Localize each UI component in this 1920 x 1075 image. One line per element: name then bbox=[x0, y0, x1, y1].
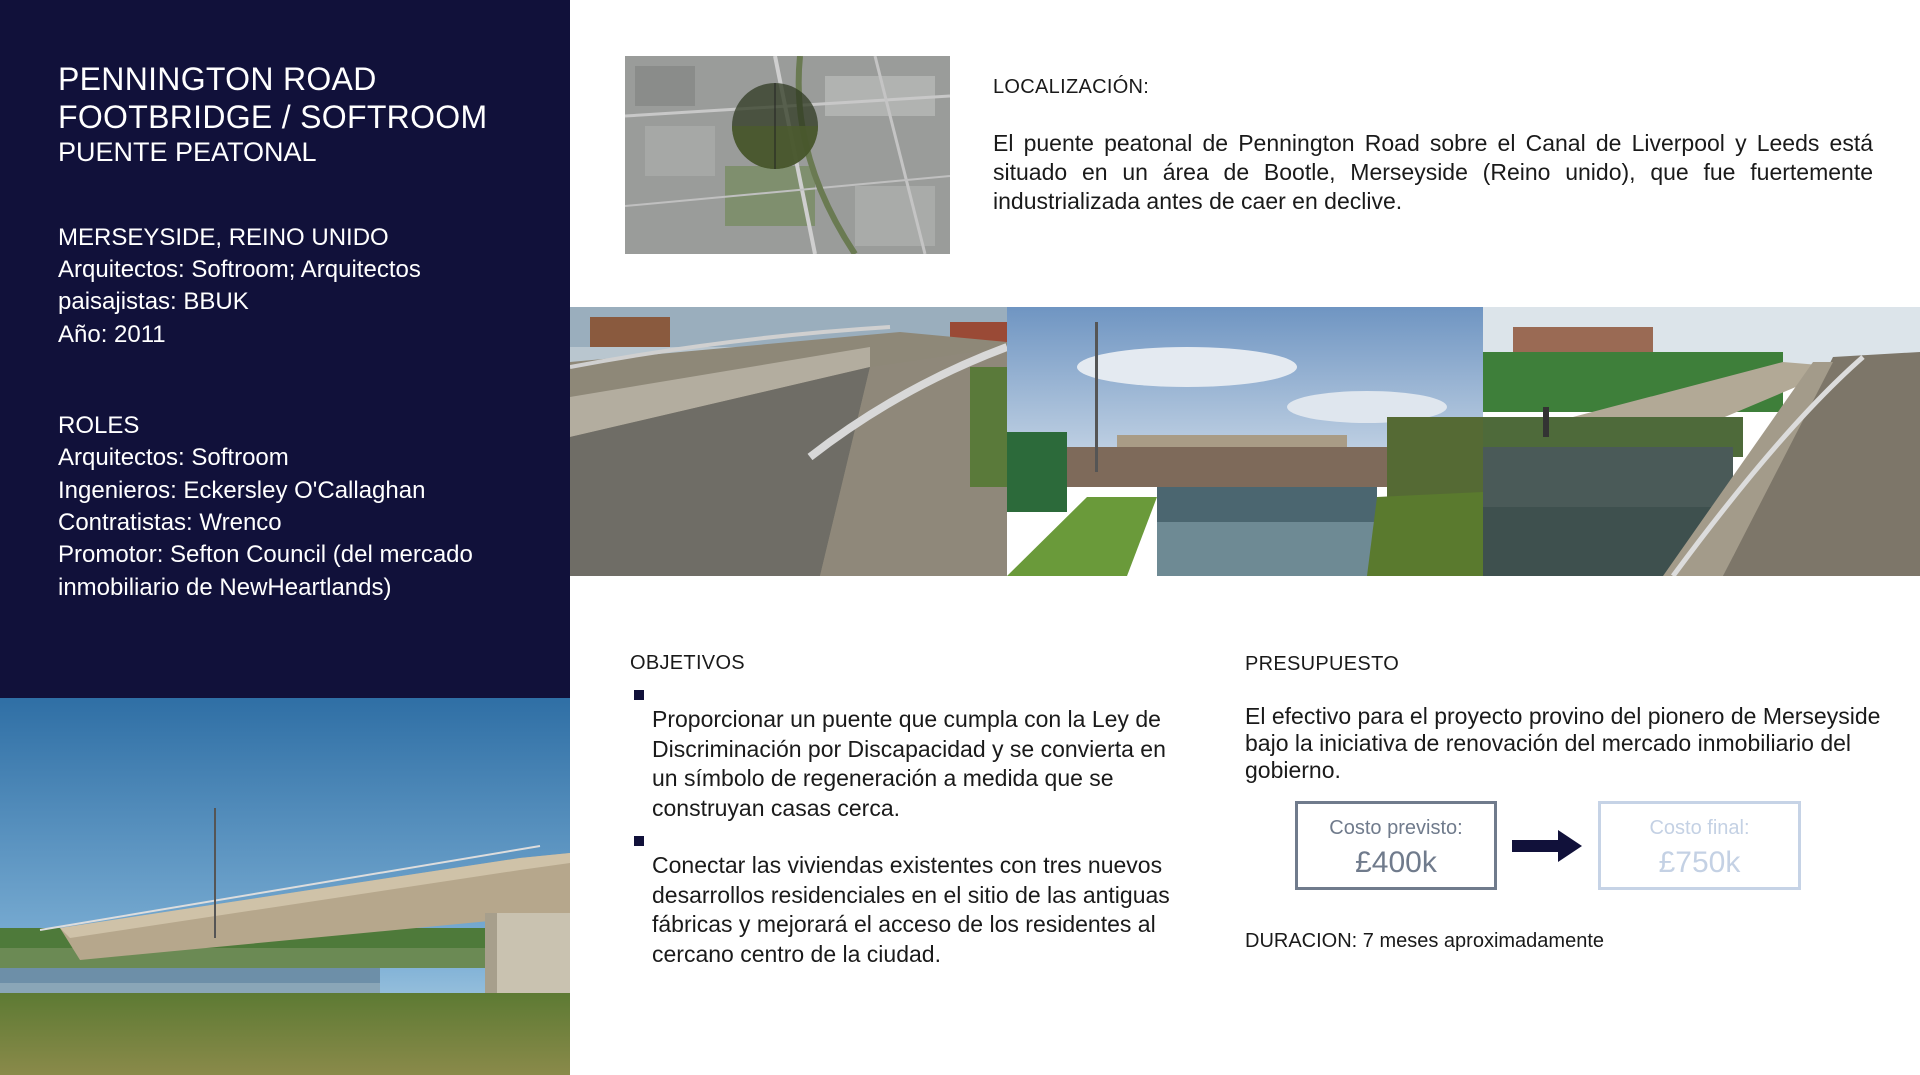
bridge-photo-canal bbox=[1007, 307, 1483, 576]
objetivo-item-1: Proporcionar un puente que cumpla con la Ley de Discriminación por Discapacidad y se convierta en un símbolo de regeneración a medida que se construyan casas cerca. bbox=[652, 706, 1166, 821]
role-engineers: Ingenieros: Eckersley O'Callaghan bbox=[58, 477, 426, 504]
cost-final-box bbox=[1598, 801, 1801, 890]
project-location: MERSEYSIDE, REINO UNIDO bbox=[58, 224, 389, 251]
project-subtitle: PUENTE PEATONAL bbox=[58, 137, 317, 167]
bullet-square-icon bbox=[634, 690, 644, 700]
bridge-photo-main bbox=[0, 698, 570, 1075]
role-promoter-cont: inmobiliario de NewHeartlands) bbox=[58, 574, 392, 601]
role-architects: Arquitectos: Softroom bbox=[58, 444, 289, 471]
localizacion-heading: LOCALIZACIÓN: bbox=[993, 76, 1150, 98]
presupuesto-text: El efectivo para el proyecto provino del pionero de Merseyside bajo la iniciativa de renovación del mercado inmobiliario del gobierno. bbox=[1245, 703, 1881, 783]
role-contractors: Contratistas: Wrenco bbox=[58, 509, 282, 536]
cost-final-label: Costo final: bbox=[1649, 817, 1750, 839]
role-promoter: Promotor: Sefton Council (del mercado bbox=[58, 541, 473, 568]
presupuesto-heading: PRESUPUESTO bbox=[1245, 653, 1400, 675]
location-aerial-map bbox=[625, 56, 950, 254]
cost-final-value: £750k bbox=[1658, 846, 1741, 879]
objetivo-item-2: Conectar las viviendas existentes con tres nuevos desarrollos residenciales en el sitio de las antiguas fábricas y mejorará el acceso de los residentes al cercano centro de la ciudad. bbox=[652, 852, 1170, 967]
cost-previsto-value: £400k bbox=[1355, 846, 1437, 879]
localizacion-text: El puente peatonal de Pennington Road sobre el Canal de Liverpool y Leeds está situado en un área de Bootle, Merseyside (Reino unido), que fue fuertemente industrializada antes de caer en declive. bbox=[993, 130, 1873, 214]
architects-line-2: paisajistas: BBUK bbox=[58, 288, 249, 315]
project-title-line-1: PENNINGTON ROAD bbox=[58, 61, 377, 97]
cost-previsto-box bbox=[1295, 801, 1497, 890]
objetivos-heading: OBJETIVOS bbox=[630, 652, 745, 674]
cost-previsto-label: Costo previsto: bbox=[1329, 817, 1463, 839]
bridge-photo-side bbox=[1483, 307, 1920, 576]
project-year: Año: 2011 bbox=[58, 321, 166, 348]
architects-line-1: Arquitectos: Softroom; Arquitectos bbox=[58, 256, 421, 283]
duration-text: DURACION: 7 meses aproximadamente bbox=[1245, 930, 1605, 952]
bridge-photo-deck bbox=[570, 307, 1007, 576]
bullet-square-icon bbox=[634, 836, 644, 846]
project-title-line-2: FOOTBRIDGE / SOFTROOM bbox=[58, 99, 488, 135]
arrow-right-icon bbox=[1512, 828, 1584, 864]
roles-heading: ROLES bbox=[58, 412, 140, 439]
